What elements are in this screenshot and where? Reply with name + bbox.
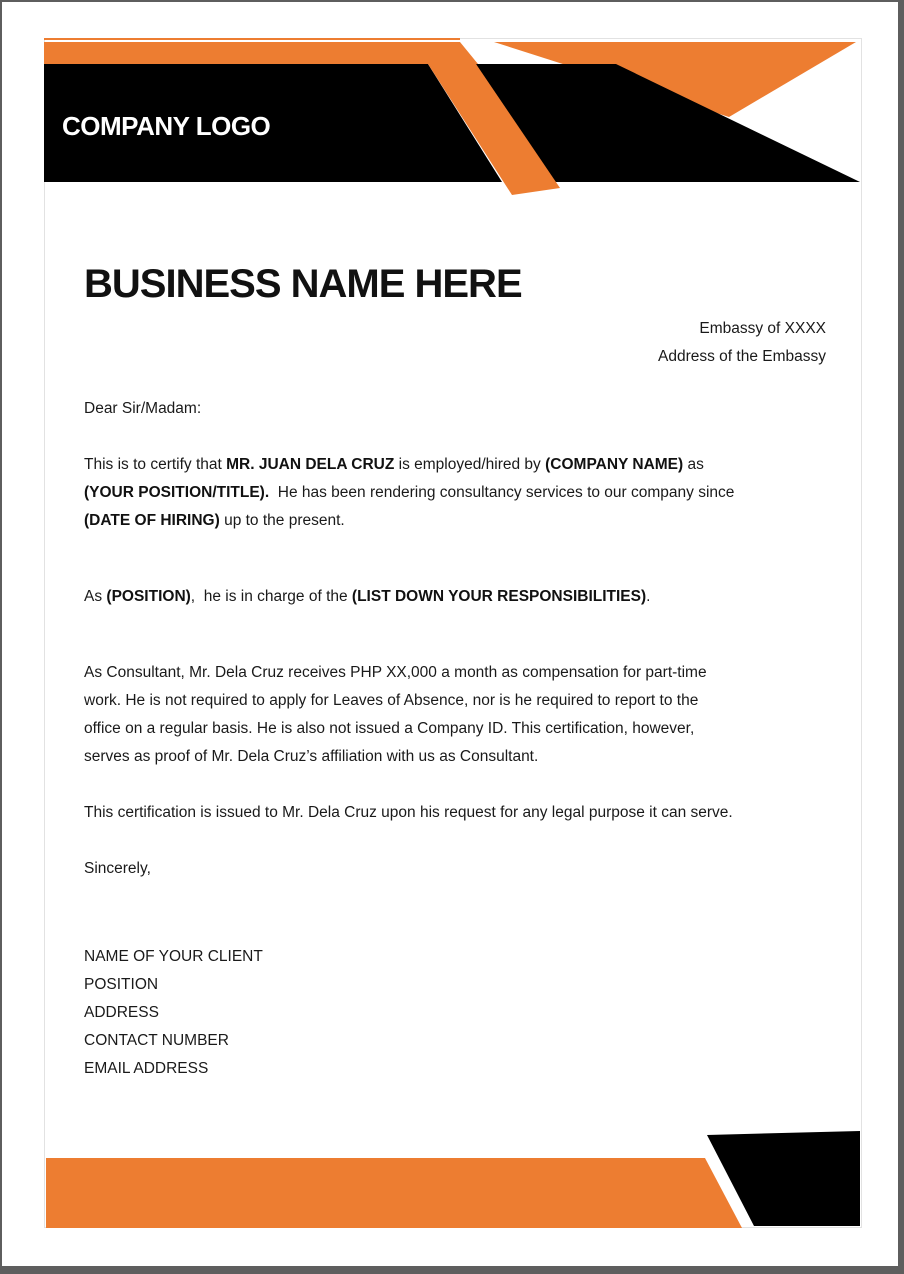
closing: Sincerely,: [84, 860, 151, 877]
signature-email: EMAIL ADDRESS: [84, 1060, 209, 1077]
text-line: work. He is not required to apply for Leaves of Absence, nor is he required to report to the: [84, 692, 699, 709]
position-title-placeholder: (YOUR POSITION/TITLE).: [84, 484, 270, 501]
date-of-hiring-placeholder: (DATE OF HIRING): [84, 512, 220, 529]
text-line: serves as proof of Mr. Dela Cruz’s affiliation with us as Consultant.: [84, 748, 539, 765]
company-name-placeholder: (COMPANY NAME): [545, 456, 684, 473]
text-run: as: [683, 456, 704, 473]
text-run: .: [646, 588, 651, 605]
business-name: BUSINESS NAME HERE: [84, 262, 522, 306]
recipient-line: Address of the Embassy: [658, 348, 826, 365]
document-page: [2, 2, 898, 1266]
text-run: is employed/hired by: [394, 456, 546, 473]
responsibilities-placeholder: (LIST DOWN YOUR RESPONSIBILITIES): [351, 588, 647, 605]
text-line: As Consultant, Mr. Dela Cruz receives PHP XX,000 a month as compensation for part-time: [84, 664, 707, 681]
text-line: office on a regular basis. He is also not issued a Company ID. This certification, however,: [84, 720, 695, 737]
signature-name: NAME OF YOUR CLIENT: [84, 948, 263, 965]
text-run: As: [84, 588, 107, 605]
text-run: , he is in charge of the: [190, 588, 352, 605]
header-orange-band: [44, 42, 478, 64]
position-placeholder: (POSITION): [106, 588, 191, 605]
company-logo: COMPANY LOGO: [62, 111, 271, 141]
signature-position: POSITION: [84, 976, 159, 993]
letter-body: [84, 395, 804, 1083]
consultant-paragraph: [84, 659, 804, 771]
issued-paragraph: This certification is issued to Mr. Dela Cruz upon his request for any legal purpose it can serve.: [84, 804, 733, 821]
signature-contact: CONTACT NUMBER: [84, 1032, 229, 1049]
salutation: Dear Sir/Madam:: [84, 400, 202, 417]
certify-paragraph: [84, 451, 804, 535]
recipient-line: Embassy of XXXX: [699, 320, 826, 337]
recipient-block: [658, 315, 826, 371]
signature-block: [84, 943, 804, 1083]
text-run: up to the present.: [219, 512, 345, 529]
signature-address: ADDRESS: [84, 1004, 159, 1021]
charge-paragraph: [84, 583, 804, 611]
text-run: This is to certify that: [84, 456, 227, 473]
text-run: He has been rendering consultancy services to our company since: [269, 484, 735, 501]
employee-name: MR. JUAN DELA CRUZ: [226, 456, 395, 473]
